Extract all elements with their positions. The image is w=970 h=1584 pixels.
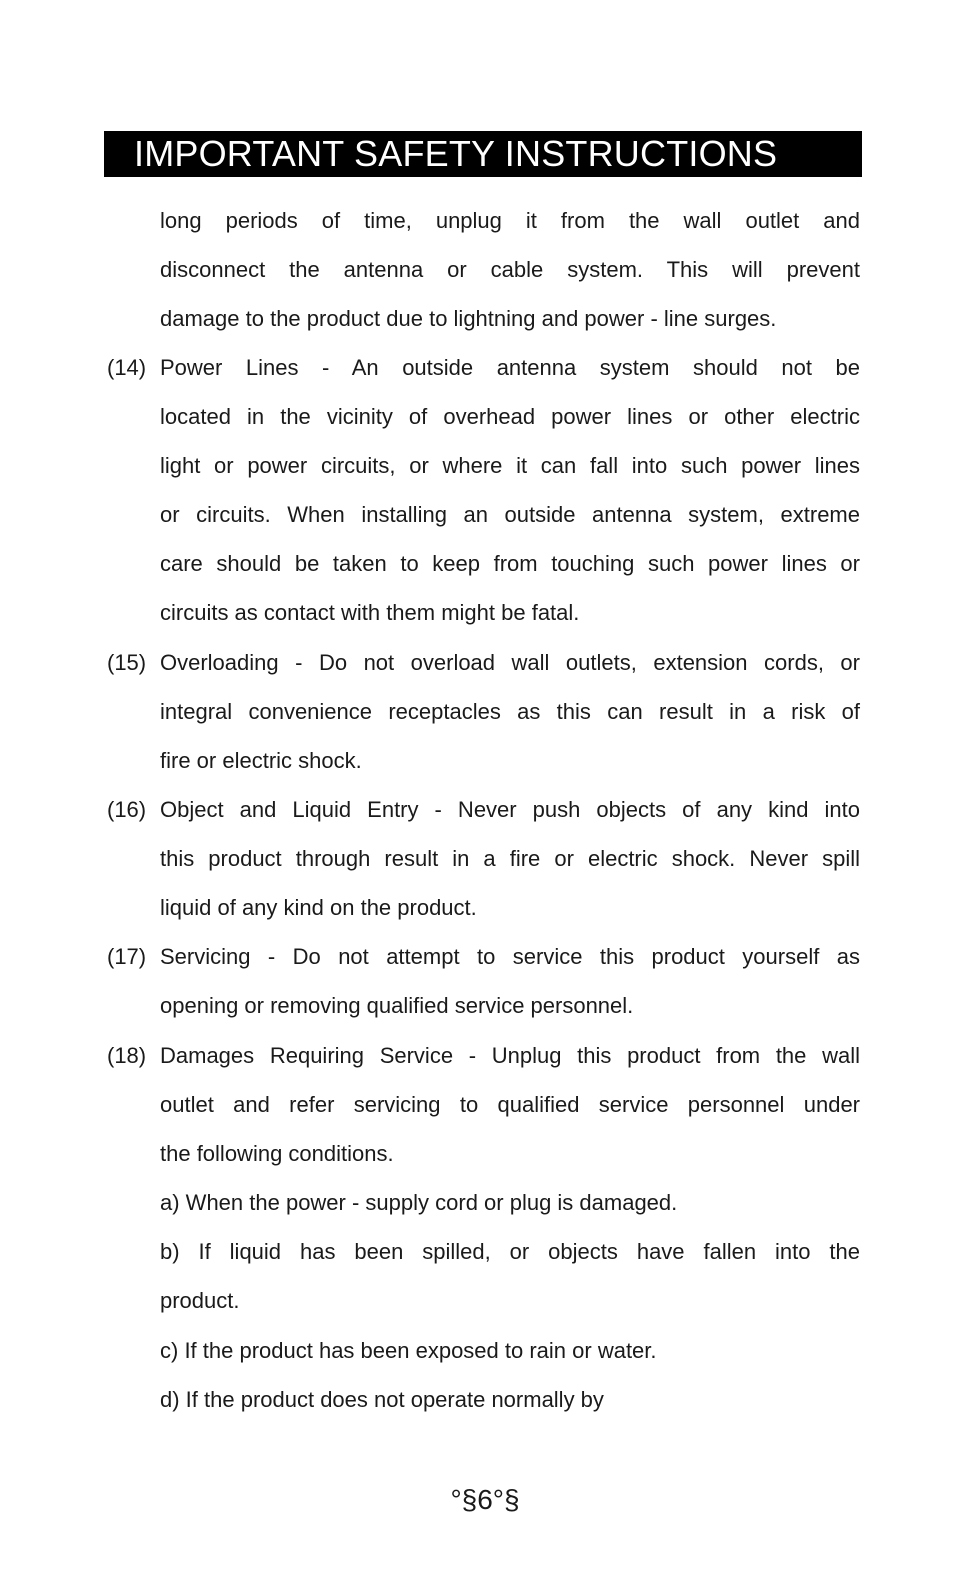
condition-item: b) If liquid has been spilled, or objects have fallen into the — [160, 1239, 860, 1264]
text-line: liquid of any kind on the product. — [160, 895, 477, 920]
text-line: disconnect the antenna or cable system. This will prevent — [160, 257, 860, 282]
text-line: outlet and refer servicing to qualified service personnel under — [160, 1092, 860, 1117]
text-line: Overloading - Do not overload wall outlets, extension cords, or — [160, 650, 860, 675]
page-number: °§6°§ — [450, 1484, 520, 1515]
section-title: IMPORTANT SAFETY INSTRUCTIONS — [134, 133, 778, 174]
text-line: care should be taken to keep from touching such power lines or — [160, 551, 860, 576]
text-line: fire or electric shock. — [160, 748, 362, 773]
section-header — [104, 131, 862, 177]
item-number: (14) — [107, 355, 147, 380]
text-line: or circuits. When installing an outside antenna system, extreme — [160, 502, 860, 527]
text-line: light or power circuits, or where it can fall into such power lines — [160, 453, 860, 478]
condition-item: a) When the power - supply cord or plug is damaged. — [160, 1190, 678, 1215]
item-number: (16) — [107, 797, 147, 822]
condition-item: d) If the product does not operate normally by — [160, 1387, 604, 1412]
text-line: product. — [160, 1288, 240, 1313]
text-line: Power Lines - An outside antenna system should not be — [160, 355, 860, 380]
text-line: this product through result in a fire or electric shock. Never spill — [160, 846, 860, 871]
text-line: Damages Requiring Service - Unplug this product from the wall — [160, 1043, 860, 1068]
text-line: the following conditions. — [160, 1141, 394, 1166]
text-line: damage to the product due to lightning and power - line surges. — [160, 306, 777, 331]
condition-item: c) If the product has been exposed to rain or water. — [160, 1338, 657, 1363]
item-number: (17) — [107, 944, 147, 969]
text-line: located in the vicinity of overhead power lines or other electric — [160, 404, 860, 429]
text-line: integral convenience receptacles as this can result in a risk of — [160, 699, 860, 724]
item-number: (15) — [107, 650, 147, 675]
text-line: opening or removing qualified service personnel. — [160, 993, 634, 1018]
text-line: long periods of time, unplug it from the wall outlet and — [160, 208, 860, 233]
text-line: circuits as contact with them might be fatal. — [160, 600, 580, 625]
text-line: Servicing - Do not attempt to service this product yourself as — [160, 944, 860, 969]
item-number: (18) — [107, 1043, 147, 1068]
text-line: Object and Liquid Entry - Never push objects of any kind into — [160, 797, 860, 822]
